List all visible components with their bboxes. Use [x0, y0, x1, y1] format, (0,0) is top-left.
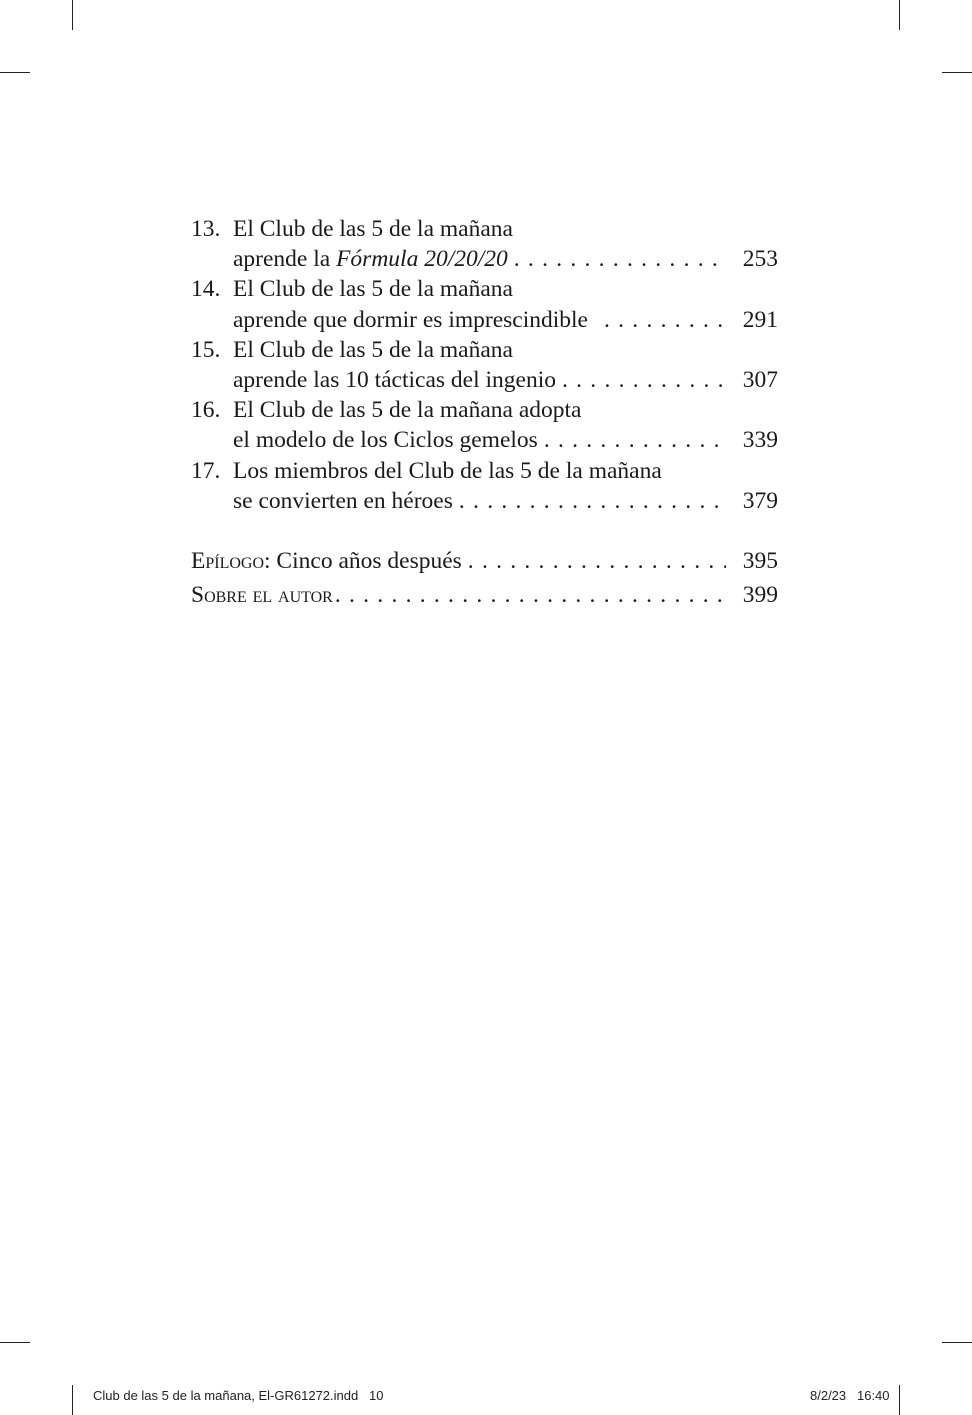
- print-slug-timestamp: 8/2/23 16:40: [810, 1388, 890, 1403]
- chapter-title-line1: El Club de las 5 de la mañana adopta: [233, 397, 582, 424]
- chapter-title-line2-prefix: aprende la: [233, 246, 337, 273]
- chapter-title-line1: El Club de las 5 de la mañana: [233, 336, 513, 363]
- dot-leader: [538, 425, 726, 455]
- crop-mark: [899, 1385, 900, 1415]
- toc-entry[interactable]: [191, 214, 778, 274]
- crop-mark: [942, 1342, 972, 1343]
- chapter-number: 14.: [191, 276, 221, 303]
- dot-leader: [588, 305, 726, 335]
- chapter-number: 15.: [191, 336, 221, 363]
- page-number: 339: [742, 427, 778, 454]
- dot-leader: [333, 580, 726, 610]
- chapter-number: 13.: [191, 216, 221, 242]
- dot-leader: [453, 486, 726, 516]
- page-number: 307: [742, 366, 778, 393]
- chapter-title-line2: el modelo de los Ciclos gemelos: [233, 427, 538, 454]
- toc-entry[interactable]: [191, 456, 778, 516]
- chapter-number: 17.: [191, 457, 221, 484]
- dot-leader: [462, 546, 726, 576]
- epilogue-title: [191, 546, 462, 576]
- toc-entry[interactable]: [191, 395, 778, 455]
- page-number: 395: [742, 547, 778, 574]
- table-of-contents: [191, 214, 778, 610]
- page-number: 379: [742, 487, 778, 514]
- crop-mark: [0, 72, 30, 73]
- toc-entry[interactable]: [191, 274, 778, 334]
- epilogue-subtitle: : Cinco años después: [264, 547, 462, 574]
- chapter-title-line2: aprende que dormir es imprescindible: [233, 306, 588, 333]
- about-author-label: Sobre el autor: [191, 582, 333, 609]
- chapter-title-line2: aprende las 10 tácticas del ingenio: [233, 366, 556, 393]
- page-number: 291: [742, 306, 778, 333]
- chapter-title-line1: Los miembros del Club de las 5 de la mañana: [233, 457, 662, 484]
- crop-mark: [899, 0, 900, 30]
- print-slug-file: Club de las 5 de la mañana, El-GR61272.indd 10: [93, 1388, 384, 1403]
- crop-mark: [72, 0, 73, 30]
- dot-leader: [556, 365, 726, 395]
- dot-leader: [508, 244, 726, 274]
- toc-entry-about-author[interactable]: [191, 580, 778, 610]
- crop-mark: [72, 1385, 73, 1415]
- crop-mark: [0, 1342, 30, 1343]
- chapter-title-line1: El Club de las 5 de la mañana: [233, 276, 513, 303]
- chapter-title-italic: Fórmula 20/20/20: [336, 246, 508, 273]
- page-number: 399: [742, 582, 778, 609]
- toc-entry-epilogue[interactable]: [191, 546, 778, 576]
- chapter-number: 16.: [191, 397, 221, 424]
- chapter-title-line2: se convierten en héroes: [233, 487, 453, 514]
- page-number: 253: [742, 246, 778, 273]
- chapter-title-line2: [233, 244, 508, 274]
- toc-entry[interactable]: [191, 335, 778, 395]
- chapter-title-line1: El Club de las 5 de la mañana: [233, 216, 513, 242]
- epilogue-label: Epílogo: [191, 547, 265, 574]
- crop-mark: [942, 72, 972, 73]
